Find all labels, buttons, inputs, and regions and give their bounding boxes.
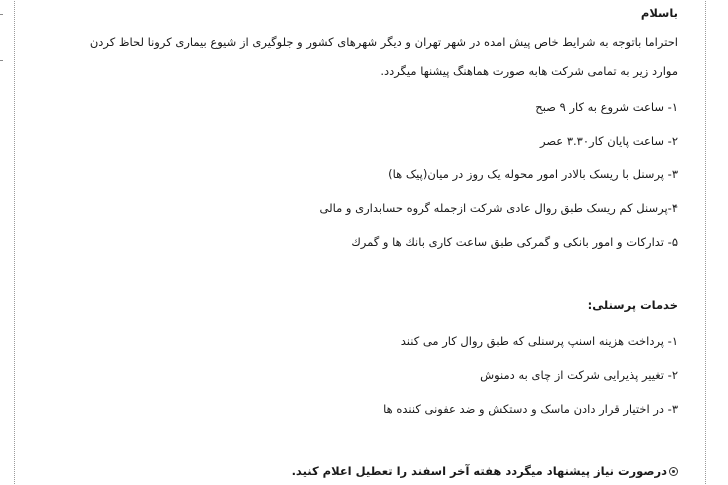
service-item: ۱- پرداخت هزینه اسنپ پرسنلی که طبق روال کار می کنند bbox=[400, 334, 678, 348]
margin-tick bbox=[0, 14, 3, 15]
service-item: ۳- در اختیار قرار دادن ماسک و دستکش و ضد عفونی کننده ها bbox=[383, 402, 678, 416]
intro-line-1: احتراما باتوجه به شرایط خاص پیش امده در شهر تهران و دیگر شهرهای کشور و جلوگیری از شیوع بیماری کرونا لحاظ کردن bbox=[89, 35, 678, 49]
services-heading: خدمات پرسنلی: bbox=[587, 298, 678, 312]
margin-tick bbox=[0, 60, 3, 61]
list-item: ۵- تداركات و امور بانكى و گمركى طبق ساعت كارى بانك ها و گمرك bbox=[351, 235, 678, 249]
list-item: ۲- ساعت پایان کار۳.۳۰ عصر bbox=[539, 134, 678, 148]
greeting: باسلام bbox=[640, 6, 678, 20]
list-item: ۱- ساعت شروع به کار ۹ صبح bbox=[535, 100, 678, 114]
notice bbox=[292, 463, 678, 479]
notice-text: درصورت نیاز پیشنهاد میگردد هفته آخر اسفند را تعطیل اعلام کنید. bbox=[291, 464, 667, 478]
list-item: ۳- پرسنل با ریسک بالادر امور محوله یک روز در میان(پیک ها) bbox=[388, 167, 678, 181]
bullet-icon bbox=[669, 467, 678, 476]
service-item: ۲- تغییر پذیرایی شرکت از چای به دمنوش bbox=[480, 368, 678, 382]
intro-line-2: موارد زیر به تمامی شرکت هابه صورت هماهنگ پیشنها میگردد. bbox=[380, 64, 678, 78]
list-item: ۴-پرسنل کم ریسک طبق روال عادی شرکت ازجمله گروه حسابداری و مالی bbox=[319, 201, 678, 215]
